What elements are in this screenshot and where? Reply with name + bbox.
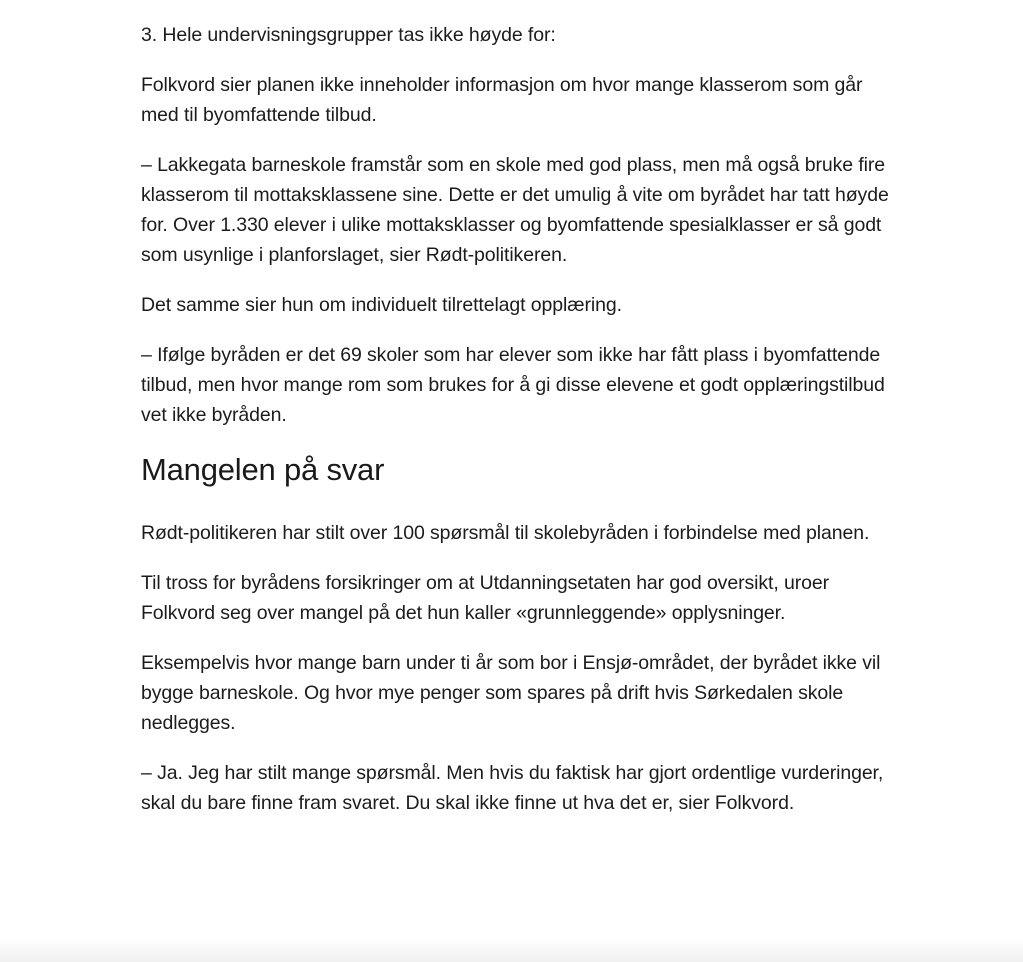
article-paragraph: Eksempelvis hvor mange barn under ti år som bor i Ensjø-området, der byrådet ikke vil bygge barneskole. Og hvor mye penger som spares på drift hvis Sørkedalen skole nedlegges. [141,652,881,734]
article-body [141,20,901,838]
article-paragraph: Rødt-politikeren har stilt over 100 spørsmål til skolebyråden i forbindelse med planen. [141,522,870,544]
article-quote-paragraph: – Ja. Jeg har stilt mange spørsmål. Men hvis du faktisk har gjort ordentlige vurderinger, skal du bare finne fram svaret. Du skal ikke finne ut hva det er, sier Folkvord. [141,762,884,814]
article-quote-paragraph: – Ifølge byråden er det 69 skoler som har elever som ikke har fått plass i byomfattende tilbud, men hvor mange rom som brukes for å gi disse elevene et godt opplæringstilbud vet ikke byråden. [141,344,885,426]
article-quote-paragraph: – Lakkegata barneskole framstår som en skole med god plass, men må også bruke fire klasserom til mottaksklassene sine. Dette er det umulig å vite om byrådet har tatt høyde for. Over 1.330 elever i ulike mottaksklasser og byomfattende spesialklasser er så godt som usynlige i planforslaget, sier Rødt-politikeren. [141,154,889,266]
article-paragraph: 3. Hele undervisningsgrupper tas ikke høyde for: [141,24,556,46]
section-heading: Mangelen på svar [141,452,385,487]
article-paragraph: Folkvord sier planen ikke inneholder informasjon om hvor mange klasserom som går med til byomfattende tilbud. [141,74,863,126]
article-paragraph: Det samme sier hun om individuelt tilrettelagt opplæring. [141,294,622,316]
bottom-fade [0,938,1023,962]
article-paragraph: Til tross for byrådens forsikringer om at Utdanningsetaten har god oversikt, uroer Folkvord seg over mangel på det hun kaller «grunnleggende» opplysninger. [141,572,829,624]
